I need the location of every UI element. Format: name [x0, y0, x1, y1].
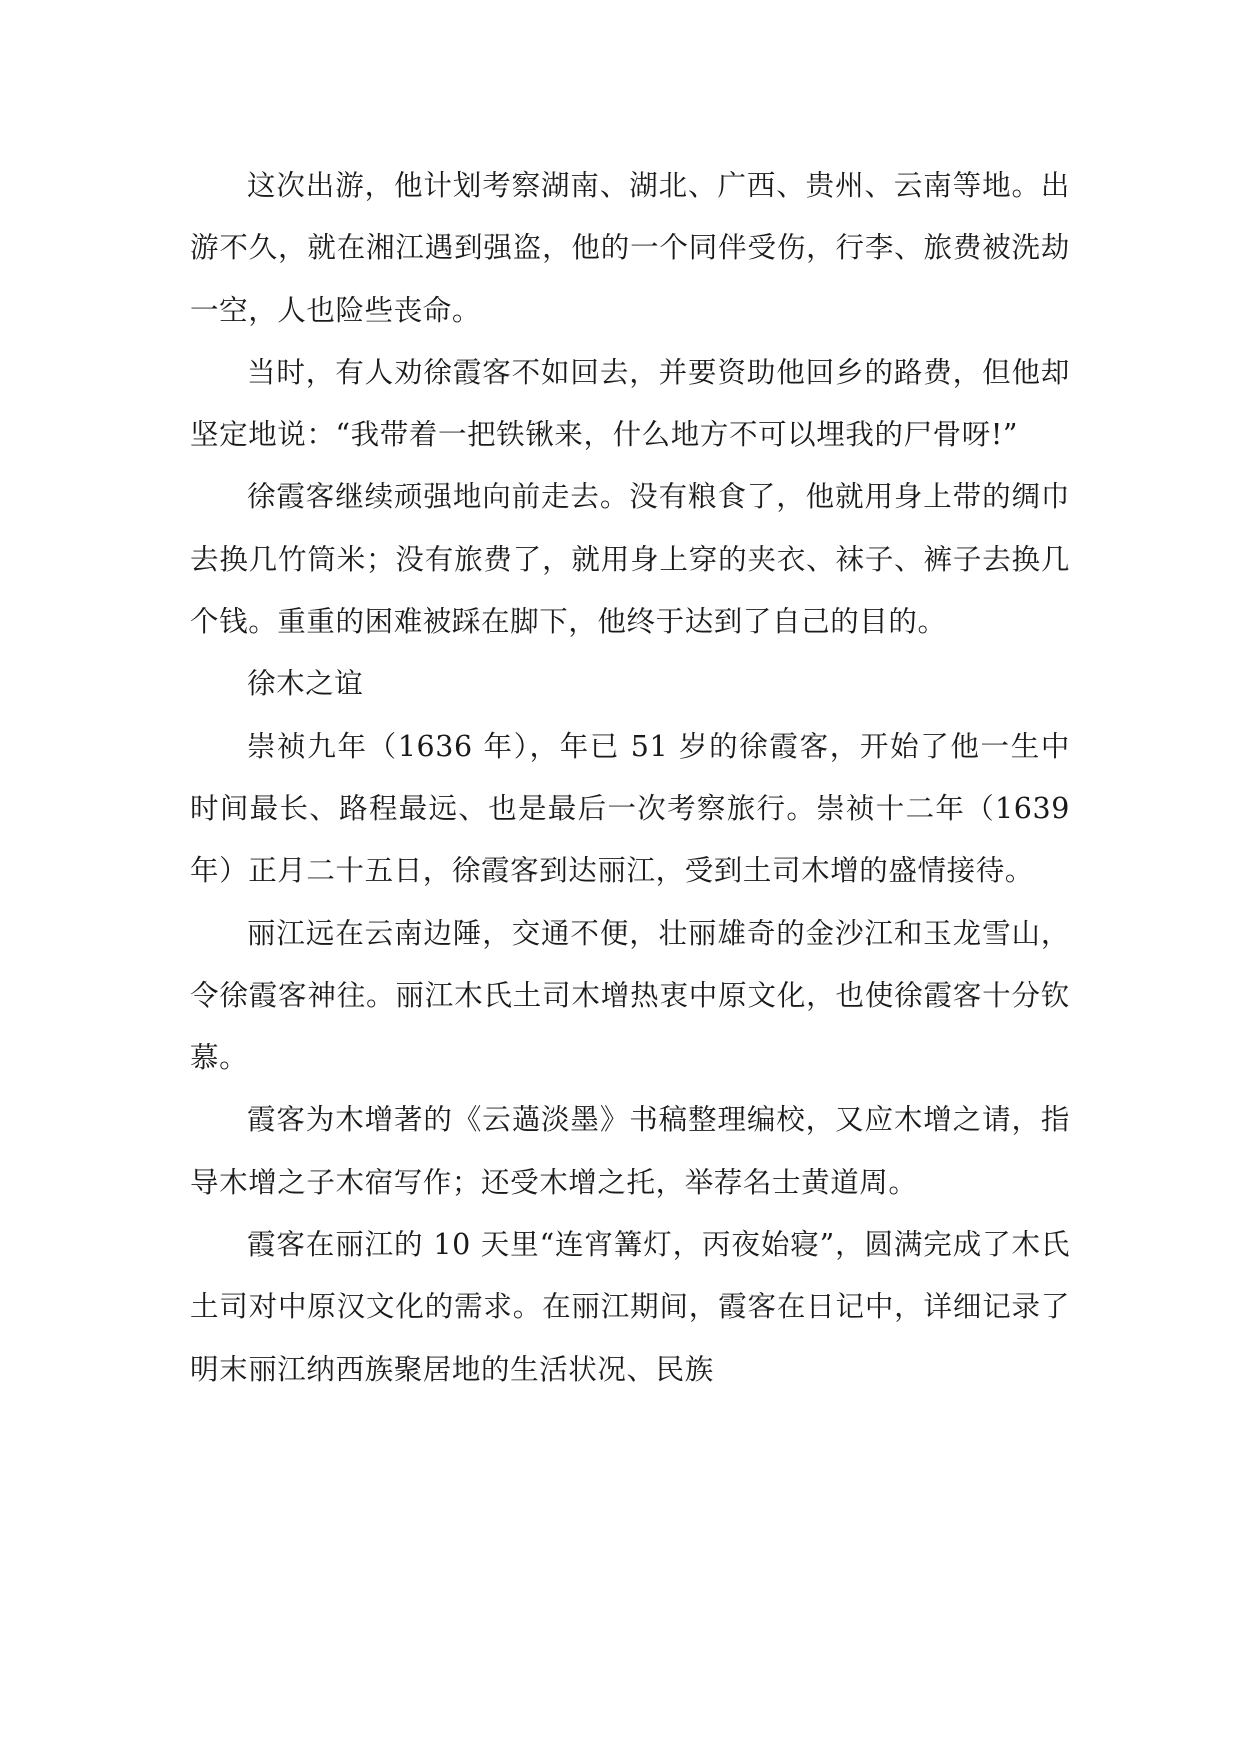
paragraph-6: 霞客为木增著的《云薖淡墨》书稿整理编校，又应木增之请，指导木增之子木宿写作；还受木增之托，举荐名士黄道周。: [190, 1103, 1070, 1199]
paragraph-7: 霞客在丽江的 10 天里“连宵篝灯，丙夜始寝”，圆满完成了木氏土司对中原汉文化的需求。在丽江期间，霞客在日记中，详细记录了明末丽江纳西族聚居地的生活状况、民族: [190, 1228, 1070, 1386]
document-body: [190, 155, 1070, 1401]
paragraph-2: 当时，有人劝徐霞客不如回去，并要资助他回乡的路费，但他却坚定地说：“我带着一把铁锹来，什么地方不可以埋我的尸骨呀!”: [190, 355, 1070, 452]
paragraph-5: 丽江远在云南边陲，交通不便，壮丽雄奇的金沙江和玉龙雪山，令徐霞客神往。丽江木氏土司木增热衷中原文化，也使徐霞客十分钦慕。: [190, 916, 1070, 1075]
section-heading: 徐木之谊: [247, 667, 364, 701]
paragraph-4: 崇祯九年（1636 年），年已 51 岁的徐霞客，开始了他一生中时间最长、路程最远、也是最后一次考察旅行。崇祯十二年（1639 年）正月二十五日，徐霞客到达丽江，受到土司木增的盛情接待。: [190, 729, 1070, 888]
paragraph-1: 这次出游，他计划考察湖南、湖北、广西、贵州、云南等地。出游不久，就在湘江遇到强盗，他的一个同伴受伤，行李、旅费被洗劫一空，人也险些丧命。: [190, 169, 1070, 327]
paragraph-3: 徐霞客继续顽强地向前走去。没有粮食了，他就用身上带的绸巾去换几竹筒米；没有旅费了，就用身上穿的夹衣、袜子、裤子去换几个钱。重重的困难被踩在脚下，他终于达到了自己的目的。: [190, 480, 1070, 639]
